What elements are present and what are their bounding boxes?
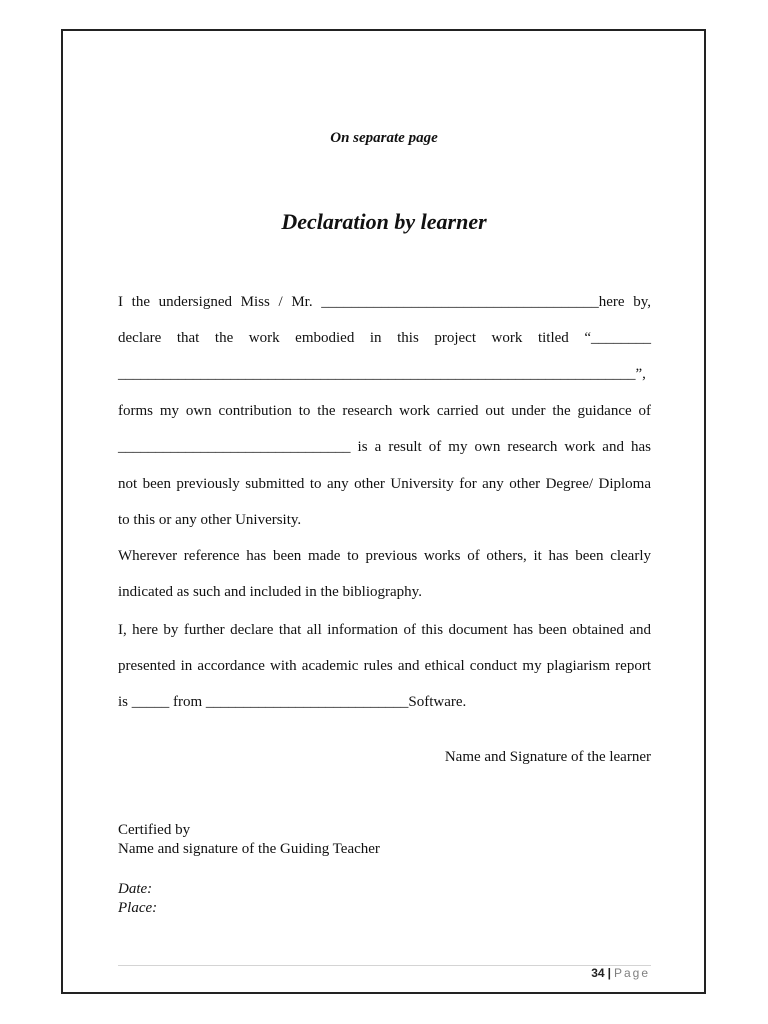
body-line: to this or any other University.	[118, 512, 302, 528]
page-title: Declaration by learner	[281, 209, 487, 234]
page-separator: |	[607, 966, 611, 980]
body-line: I the undersigned Miss / Mr. _____________________________________here by,	[118, 294, 651, 310]
page-number: 34	[591, 966, 605, 980]
certified-by-label: Certified by	[118, 822, 191, 838]
body-line: I, here by further declare that all information of this document has been obtained and	[118, 622, 651, 638]
page-note: On separate page	[330, 130, 438, 146]
learner-signature-label: Name and Signature of the learner	[444, 749, 651, 765]
body-line: Wherever reference has been made to previous works of others, it has been clearly	[118, 548, 651, 564]
body-line: _____________________________________________________________________”,	[118, 366, 646, 382]
body-line: indicated as such and included in the bibliography.	[118, 584, 422, 600]
date-label: Date:	[118, 881, 153, 897]
footer-divider	[118, 965, 651, 966]
place-label: Place:	[118, 900, 158, 916]
body-line: presented in accordance with academic rules and ethical conduct my plagiarism report	[118, 658, 651, 674]
body-line: forms my own contribution to the research work carried out under the guidance of	[118, 403, 651, 419]
body-line: _______________________________ is a result of my own research work and has	[118, 439, 651, 455]
guiding-teacher-label: Name and signature of the Guiding Teacher	[118, 841, 380, 857]
body-line: not been previously submitted to any other University for any other Degree/ Diploma	[118, 476, 651, 492]
page-label: Page	[613, 966, 650, 980]
body-line: is _____ from ___________________________Software.	[118, 694, 467, 710]
body-line: declare that the work embodied in this project work titled “________	[118, 330, 651, 346]
page-footer	[591, 966, 650, 980]
